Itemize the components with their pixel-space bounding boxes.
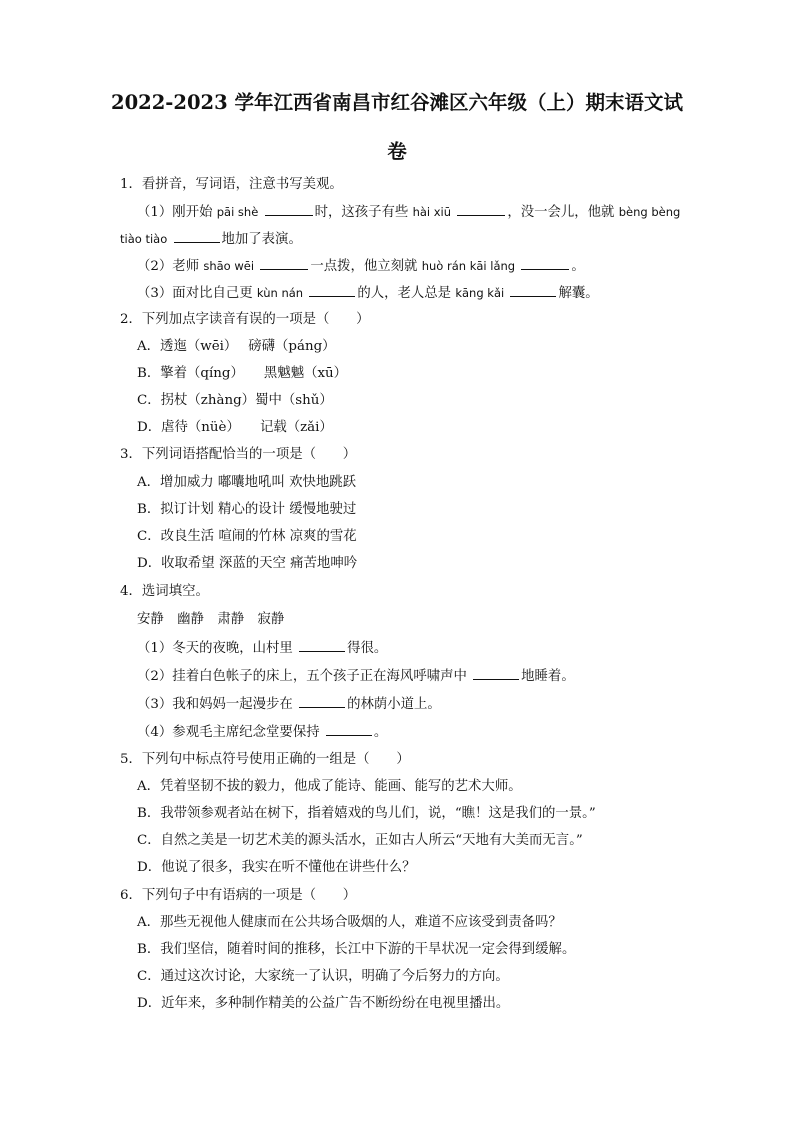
q4-blank[interactable]	[473, 667, 519, 680]
q6-option-b[interactable]: B．我们坚信，随着时间的推移，长江中下游的干旱状况一定会得到缓解。	[137, 942, 576, 957]
q1-text: （2）老师	[137, 259, 204, 274]
q5-option-a[interactable]: A．凭着坚韧不拔的毅力，他成了能诗、能画、能写的艺术大师。	[137, 779, 522, 794]
q1-pinyin: kāng kǎi	[455, 286, 505, 300]
q1-pinyin: huò rán kāi lǎng	[421, 259, 516, 273]
q1-pinyin: hài xiū	[412, 205, 452, 219]
q1-text: （1）刚开始	[137, 205, 217, 220]
q2-option-d[interactable]: D．虐待（nüè） 记载（zǎi）	[137, 420, 333, 435]
q4-blank[interactable]	[299, 639, 345, 652]
q1-stem: 1．看拼音，写词语，注意书写美观。	[120, 177, 343, 192]
q4-sentence-1	[137, 639, 387, 658]
q4-sentence-3	[137, 695, 441, 714]
q1-text: 一点拨，他立刻就	[310, 259, 422, 274]
q5-option-d[interactable]: D．他说了很多，我实在听不懂他在讲些什么？	[137, 860, 416, 875]
q4-blank[interactable]	[299, 695, 345, 708]
exam-title-continued: 卷	[387, 140, 407, 163]
q1-text: 时，这孩子有些	[314, 205, 413, 220]
q4-text: 得很。	[347, 641, 388, 656]
q2-option-a[interactable]: A．透迤（wēi） 磅礴（páng）	[137, 339, 336, 354]
q1-pinyin: tiào tiào	[120, 232, 168, 246]
q1-blank[interactable]	[260, 257, 308, 270]
q4-text: （2）挂着白色帐子的床上，五个孩子正在海风呼啸声中	[137, 669, 472, 684]
q6-option-d[interactable]: D．近年来，多种制作精美的公益广告不断纷纷在电视里播出。	[137, 996, 510, 1011]
q4-sentence-2	[137, 667, 575, 686]
q6-option-a[interactable]: A．那些无视他人健康而在公共场合吸烟的人，难道不应该受到责备吗？	[137, 915, 562, 930]
q5-stem: 5．下列句中标点符号使用正确的一组是（ ）	[120, 752, 410, 767]
q2-stem: 2．下列加点字读音有误的一项是（ ）	[120, 312, 370, 327]
q1-text: 解囊。	[558, 286, 599, 301]
q1-line1	[137, 203, 680, 222]
q3-option-d[interactable]: D．收取希望 深蓝的天空 痛苦地呻吟	[137, 556, 358, 571]
q1-text: ，没一会儿，他就	[507, 205, 619, 220]
q4-text: 的林荫小道上。	[347, 697, 441, 712]
q6-stem: 6．下列句子中有语病的一项是（ ）	[120, 888, 357, 903]
q3-option-c[interactable]: C．改良生活 喧闹的竹林 凉爽的雪花	[137, 529, 357, 544]
q3-option-b[interactable]: B．拟订计划 精心的设计 缓慢地驶过	[137, 502, 357, 517]
q1-blank[interactable]	[309, 284, 355, 297]
q3-option-a[interactable]: A．增加威力 嘟囔地吼叫 欢快地跳跃	[137, 475, 357, 490]
q1-pinyin: bèng bèng	[618, 205, 681, 219]
q1-line2	[120, 230, 302, 249]
q1-blank[interactable]	[457, 203, 505, 216]
exam-title: 2022-2023 学年江西省南昌市红谷滩区六年级（上）期末语文试	[111, 91, 683, 114]
q2-option-b[interactable]: B．擎着（qíng） 黑魆魆（xū）	[137, 366, 348, 381]
q4-text: （3）我和妈妈一起漫步在	[137, 697, 298, 712]
q1-text: （3）面对比自己更	[137, 286, 257, 301]
q4-word-bank: 安静 幽静 肃静 寂静	[137, 612, 285, 627]
q1-text: 的人，老人总是	[357, 286, 456, 301]
q5-option-b[interactable]: B．我带领参观者站在树下，指着嬉戏的鸟儿们，说，“瞧！这是我们的一景。”	[137, 806, 596, 821]
q2-option-c[interactable]: C．拐杖（zhàng）蜀中（shǔ）	[137, 393, 333, 408]
q1-pinyin: kùn nán	[256, 286, 304, 300]
q4-stem: 4．选词填空。	[120, 584, 209, 599]
q1-blank[interactable]	[174, 230, 220, 243]
q1-text: 地加了表演。	[221, 232, 302, 247]
q3-stem: 3．下列词语搭配恰当的一项是（ ）	[120, 447, 357, 462]
q1-text: 。	[571, 259, 585, 274]
q5-option-c[interactable]: C．自然之美是一切艺术美的源头活水，正如古人所云“天地有大美而无言。”	[137, 833, 583, 848]
q1-line4	[137, 284, 599, 303]
q1-pinyin: pāi shè	[216, 205, 259, 219]
q1-pinyin: shāo wēi	[203, 259, 255, 273]
q1-line3	[137, 257, 585, 276]
q1-blank[interactable]	[265, 203, 313, 216]
q4-text: （4）参观毛主席纪念堂要保持	[137, 725, 324, 740]
q4-text: （1）冬天的夜晚，山村里	[137, 641, 298, 656]
q4-sentence-4	[137, 723, 387, 742]
q1-blank[interactable]	[521, 257, 569, 270]
q4-blank[interactable]	[326, 723, 372, 736]
q6-option-c[interactable]: C．通过这次讨论，大家统一了认识，明确了今后努力的方向。	[137, 969, 509, 984]
q1-blank[interactable]	[510, 284, 556, 297]
q4-text: 。	[373, 725, 388, 740]
q4-text: 地睡着。	[521, 669, 575, 684]
